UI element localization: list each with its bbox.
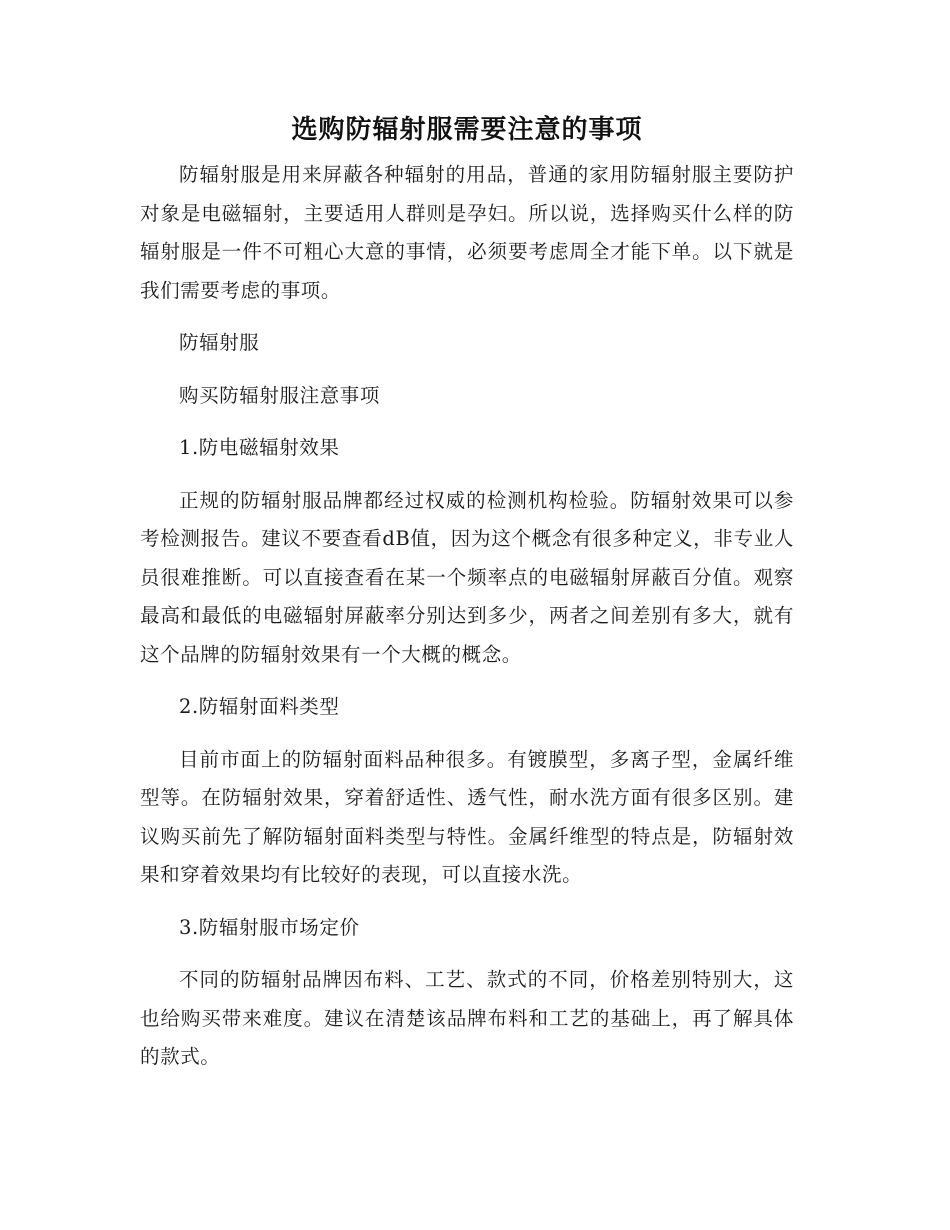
document-page (140, 110, 794, 1077)
intro-paragraph: 防辐射服是用来屏蔽各种辐射的用品，普通的家用防辐射服主要防护对象是电磁辐射，主要适用人群则是孕妇。所以说，选择购买什么样的防辐射服是一件不可粗心大意的事情，必须要考虑周全才能下单。以下就是我们需要考虑的事项。 (140, 163, 794, 302)
spacer (140, 727, 794, 741)
spacer (140, 947, 794, 961)
label-anti-radiation-clothing: 防辐射服 (179, 331, 260, 354)
spacer (140, 468, 794, 482)
section-2-body: 目前市面上的防辐射面料品种很多。有镀膜型，多离子型，金属纤维型等。在防辐射效果，穿着舒适性、透气性，耐水洗方面有很多区别。建议购买前先了解防辐射面料类型与特性。金属纤维型的特点是，防辐射效果和穿着效果均有比较好的表现，可以直接水洗。 (140, 747, 794, 886)
spacer (140, 895, 794, 909)
spacer (140, 674, 794, 688)
spacer (140, 363, 794, 377)
section-1-heading: 1.防电磁辐射效果 (179, 436, 340, 459)
spacer (140, 310, 794, 324)
label-purchase-notes: 购买防辐射服注意事项 (179, 383, 381, 407)
document-title: 选购防辐射服需要注意的事项 (291, 115, 643, 145)
section-1-body: 正规的防辐射服品牌都经过权威的检测机构检验。防辐射效果可以参考检测报告。建议不要查看dB值，因为这个概念有很多种定义，非专业人员很难推断。可以直接查看在某一个频率点的电磁辐射屏蔽百分值。观察最高和最低的电磁辐射屏蔽率分别达到多少，两者之间差别有多大，就有这个品牌的防辐射效果有一个大概的概念。 (140, 488, 794, 666)
section-3-heading: 3.防辐射服市场定价 (179, 915, 360, 939)
spacer (140, 415, 794, 429)
section-2-heading: 2.防辐射面料类型 (179, 695, 340, 718)
section-3-body: 不同的防辐射品牌因布料、工艺、款式的不同，价格差别特别大，这也给购买带来难度。建议在清楚该品牌布料和工艺的基础上，再了解具体的款式。 (140, 968, 794, 1068)
